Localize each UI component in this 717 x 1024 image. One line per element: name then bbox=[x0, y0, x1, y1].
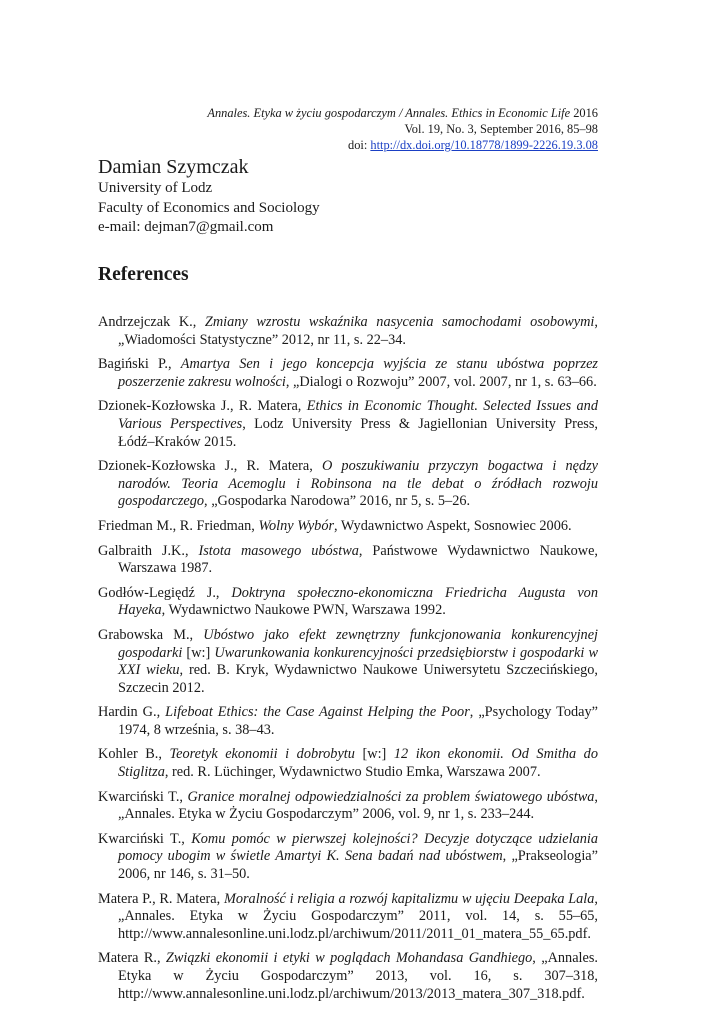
reference-title: Doktryna społeczno-ekonomiczna Friedricha Augusta von Hayeka bbox=[118, 584, 598, 619]
reference-item bbox=[98, 518, 598, 536]
journal-header bbox=[207, 105, 598, 153]
reference-title: Zmiany wzrostu wskaźnika nasycenia samochodami osobowymi bbox=[204, 314, 595, 330]
reference-authors: Kwarciński T., bbox=[98, 788, 188, 805]
reference-list bbox=[98, 314, 598, 1003]
author-block bbox=[98, 155, 320, 238]
reference-item bbox=[98, 543, 598, 578]
reference-item bbox=[98, 746, 598, 781]
reference-authors: Galbraith J.K., bbox=[98, 542, 199, 559]
doi-link[interactable]: http://dx.doi.org/10.18778/1899-2226.19.3.08 bbox=[370, 138, 598, 152]
reference-authors: Bagiński P., bbox=[98, 356, 181, 373]
reference-item bbox=[98, 585, 598, 620]
reference-authors: Matera R., bbox=[98, 950, 166, 967]
reference-details: , „Prakseologia” 2006, nr 146, s. 31–50. bbox=[118, 848, 598, 883]
reference-authors: Kwarciński T., bbox=[98, 830, 192, 847]
reference-title: Wolny Wybór bbox=[258, 517, 335, 534]
reference-details: , Lodz University Press & Jagiellonian University Press, Łódź–Kraków 2015. bbox=[118, 415, 598, 450]
reference-item bbox=[98, 891, 598, 944]
reference-details: , „Annales. Etyka w Życiu Gospodarczym” 2006, vol. 9, nr 1, s. 233–244. bbox=[118, 788, 598, 823]
reference-authors: Dzionek-Kozłowska J., R. Matera, bbox=[98, 458, 322, 475]
reference-details: , Wydawnictwo Aspekt, Sosnowiec 2006. bbox=[334, 517, 572, 534]
reference-authors: Friedman M., R. Friedman, bbox=[98, 517, 259, 534]
reference-details: , „Gospodarka Narodowa” 2016, nr 5, s. 5–26. bbox=[204, 493, 471, 510]
reference-title: Istota masowego ubóstwa bbox=[198, 542, 359, 559]
reference-item bbox=[98, 627, 598, 697]
journal-line bbox=[207, 105, 598, 121]
reference-title: Ethics in Economic Thought. Selected Issues and Various Perspectives bbox=[118, 398, 598, 432]
references-heading: References bbox=[98, 264, 189, 285]
reference-title: Amartya Sen i jego koncepcja wyjścia ze stanu ubóstwa poprzez poszerzenie zakresu wolności bbox=[118, 356, 598, 390]
reference-collection-title: Uwarunkowania konkurencyjności przedsiębiorstw i gospodarki w XXI wieku bbox=[118, 644, 598, 679]
reference-collection-title: 12 ikon ekonomii. Od Smitha do Stiglitza bbox=[118, 746, 598, 781]
reference-item bbox=[98, 704, 598, 739]
journal-title: Annales. Etyka w życiu gospodarczym / Annales. Ethics in Economic Life bbox=[207, 106, 571, 120]
reference-details: , „Annales. Etyka w Życiu Gospodarczym” 2013, vol. 16, s. 307–318, http://www.annalesonline.uni.lodz.pl/archiwum/2013/2013_matera_307_318.pdf. bbox=[118, 950, 598, 1002]
reference-authors: Hardin G., bbox=[98, 704, 166, 721]
reference-authors: Kohler B., bbox=[98, 746, 170, 763]
reference-authors: Dzionek-Kozłowska J., R. Matera, bbox=[98, 398, 307, 415]
reference-item bbox=[98, 789, 598, 824]
author-faculty: Faculty of Economics and Sociology bbox=[98, 199, 320, 216]
reference-details: , Wydawnictwo Naukowe PWN, Warszawa 1992. bbox=[161, 602, 446, 619]
reference-item bbox=[98, 831, 598, 884]
reference-title: O poszukiwaniu przyczyn bogactwa i nędzy narodów. Teoria Acemoglu i Robinsona na tle debat o źródłach rozwoju gospodarczego bbox=[118, 458, 598, 510]
reference-details: , „Annales. Etyka w Życiu Gospodarczym” 2011, vol. 14, s. 55–65, http://www.annalesonline.uni.lodz.pl/archiwum/2011/2011_01_matera_55_65.pdf. bbox=[118, 890, 598, 942]
reference-title: Granice moralnej odpowiedzialności za problem światowego ubóstwa bbox=[187, 788, 595, 805]
reference-title: Ubóstwo jako efekt zewnętrzny funkcjonowania konkurencyjnej gospodarki bbox=[118, 626, 599, 661]
reference-details: [w:] bbox=[182, 644, 215, 661]
reference-item bbox=[98, 458, 598, 511]
reference-authors: Matera P., R. Matera, bbox=[98, 890, 224, 907]
volume-line: Vol. 19, No. 3, September 2016, 85–98 bbox=[404, 122, 598, 136]
reference-title: Lifeboat Ethics: the Case Against Helping the Poor bbox=[165, 704, 470, 721]
doi-line bbox=[207, 137, 598, 153]
doi-label: doi: bbox=[348, 138, 371, 152]
reference-item bbox=[98, 314, 598, 349]
reference-details: , „Wiadomości Statystyczne” 2012, nr 11, s. 22–34. bbox=[118, 314, 598, 348]
reference-item bbox=[98, 950, 598, 1003]
reference-authors: Godłów-Legiędź J., bbox=[98, 584, 232, 601]
reference-details: , „Dialogi o Rozwoju” 2007, vol. 2007, nr 1, s. 63–66. bbox=[285, 373, 597, 390]
reference-title: Komu pomóc w pierwszej kolejności? Decyzje dotyczące udzielania pomocy ubogim w świetle Amartyi K. Sena badań nad ubóstwem bbox=[118, 830, 598, 865]
reference-authors: Andrzejczak K., bbox=[98, 314, 205, 330]
author-email: e-mail: dejman7@gmail.com bbox=[98, 219, 274, 235]
reference-publisher: , red. R. Lüchinger, Wydawnictwo Studio Emka, Warszawa 2007. bbox=[164, 764, 541, 781]
reference-publisher: , red. B. Kryk, Wydawnictwo Naukowe Uniwersytetu Szczecińskiego, Szczecin 2012. bbox=[118, 662, 599, 696]
reference-item bbox=[98, 398, 598, 451]
reference-title: Związki ekonomii i etyki w poglądach Mohandasa Gandhiego bbox=[165, 950, 533, 967]
reference-details: [w:] bbox=[354, 746, 394, 763]
reference-details: , „Psychology Today” 1974, 8 września, s. 38–43. bbox=[118, 704, 598, 738]
reference-authors: Grabowska M., bbox=[98, 626, 204, 643]
reference-item bbox=[98, 356, 598, 391]
journal-year: 2016 bbox=[573, 106, 598, 120]
reference-title: Teoretyk ekonomii i dobrobytu bbox=[169, 746, 355, 763]
reference-details: , Państwowe Wydawnictwo Naukowe, Warszawa 1987. bbox=[118, 542, 598, 577]
author-university: University of Lodz bbox=[98, 180, 213, 196]
reference-title: Moralność i religia a rozwój kapitalizmu w ujęciu Deepaka Lala bbox=[223, 890, 595, 907]
author-name: Damian Szymczak bbox=[98, 156, 249, 178]
